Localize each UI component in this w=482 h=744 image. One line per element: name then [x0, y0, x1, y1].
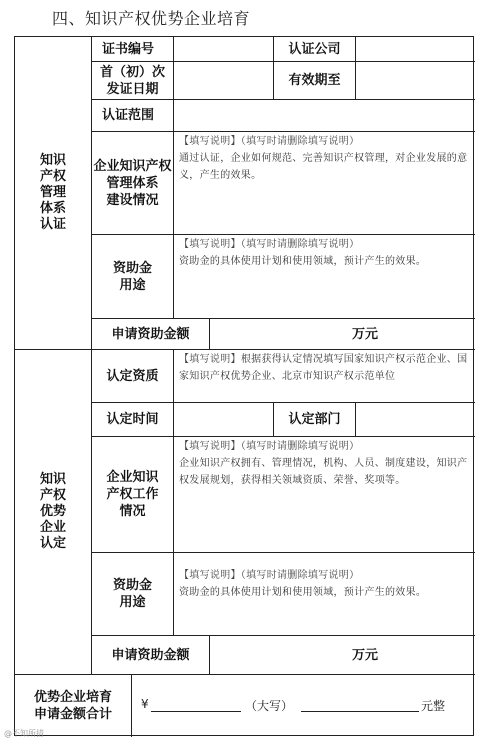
- qualification-note[interactable]: [179, 351, 471, 385]
- label-line: 资助金: [112, 260, 152, 276]
- note-header: 【填写说明】（填写时请删除填写说明）: [179, 239, 360, 250]
- label-line: 产权工作: [106, 487, 159, 502]
- label-line: 申请金额合计: [33, 707, 112, 722]
- label-line: 优势企业培育: [33, 690, 112, 705]
- cert-time-label: 认定时间: [106, 412, 159, 427]
- first-cert-date-field[interactable]: [174, 62, 273, 99]
- daxie-blank-line[interactable]: [301, 711, 419, 712]
- label-line: 用途: [119, 595, 146, 610]
- ip-work-note[interactable]: [179, 438, 471, 489]
- funds-usage-label: [92, 553, 173, 635]
- note-body: 资助金的具体使用计划和使用领域，预计产生的效果。: [179, 587, 427, 598]
- mgmt-system-note[interactable]: [179, 133, 471, 184]
- col-divider: [173, 349, 174, 635]
- amount-field[interactable]: [210, 319, 350, 349]
- mgmt-system-label: [92, 132, 173, 234]
- page-title: 四、知识产权优势企业培育: [52, 9, 251, 28]
- valid-until-field[interactable]: [356, 62, 475, 99]
- cert-no-field[interactable]: [174, 37, 273, 61]
- funds-usage-label: [92, 235, 173, 318]
- first-cert-date-label: [92, 62, 173, 99]
- funds-usage-note[interactable]: [179, 567, 471, 601]
- valid-until-label: 有效期至: [288, 73, 341, 88]
- label-line: 情况: [119, 504, 146, 519]
- amount-unit: 万元: [351, 326, 378, 342]
- label-line: 发证日期: [106, 81, 159, 97]
- cert-company-field[interactable]: [356, 37, 475, 61]
- amount-label: 申请资助金额: [111, 326, 190, 342]
- section-label-line: 产权: [39, 169, 66, 184]
- section-label-ip-advantage-enterprise: [15, 350, 91, 674]
- cert-no-label: 证书编号: [102, 41, 155, 57]
- section-label-line: 优势: [39, 504, 66, 519]
- scope-field[interactable]: [174, 100, 475, 131]
- currency-symbol: ¥: [141, 697, 149, 711]
- label-line: 建设情况: [106, 192, 159, 208]
- amount-blank-line[interactable]: [151, 711, 241, 712]
- cert-time-field[interactable]: [174, 403, 273, 436]
- note-header: 【填写说明】（填写时请删除填写说明）: [179, 441, 360, 452]
- note-body: 资助金的具体使用计划和使用领域，预计产生的效果。: [179, 256, 427, 267]
- label-line: 首（初）次: [99, 64, 165, 80]
- watermark: @不知所措: [4, 729, 44, 738]
- section-label-line: 认证: [39, 217, 66, 232]
- form-table: [14, 36, 474, 736]
- cert-company-label: 认证公司: [288, 41, 341, 57]
- daxie-label: （大写）: [245, 699, 294, 713]
- note-body: 通过认证，企业如何规范、完善知识产权管理，对企业发展的意义，产生的效果。: [179, 153, 468, 181]
- section-label-line: 知识: [39, 153, 66, 168]
- qualification-label: 认定资质: [106, 368, 159, 384]
- section-label-line: 企业: [39, 520, 66, 535]
- yuan-zheng-label: 元整: [421, 699, 446, 713]
- note-body: 根据获得认定情况填写国家知识产权示范企业、国家知识产权优势企业、北京市知识产权示范单位: [179, 354, 468, 382]
- note-header: 【填写说明】（填写时请删除填写说明）: [179, 570, 360, 581]
- note-header: 【填写说明】（填写时请删除填写说明）: [179, 136, 360, 147]
- col-divider: [131, 674, 132, 737]
- section-label-ip-management-certification: [15, 37, 91, 349]
- amount-unit: 万元: [351, 647, 378, 663]
- label-line: 企业知识产权: [93, 158, 172, 174]
- label-line: 管理体系: [106, 175, 159, 191]
- ip-work-label: [92, 437, 173, 552]
- note-body: 企业知识产权拥有、管理情况，机构、人员、制度建设，知识产权发展规划，获得相关领域资质、荣誉、奖项等。: [179, 458, 468, 486]
- section-label-line: 管理: [39, 185, 66, 200]
- amount-field[interactable]: [210, 636, 350, 674]
- cert-dept-field[interactable]: [356, 403, 475, 436]
- section-label-line: 知识: [39, 472, 66, 487]
- amount-label: 申请资助金额: [111, 647, 190, 663]
- label-line: 用途: [119, 277, 146, 293]
- funds-usage-note[interactable]: [179, 236, 471, 270]
- section-label-line: 认定: [39, 536, 66, 551]
- label-line: 资助金: [112, 578, 152, 593]
- cert-dept-label: 认定部门: [288, 412, 341, 427]
- label-line: 企业知识: [106, 470, 159, 485]
- scope-label: 认证范围: [102, 108, 155, 123]
- section-label-line: 体系: [39, 201, 66, 216]
- section-label-line: 产权: [39, 488, 66, 503]
- note-header: 【填写说明】: [179, 354, 241, 365]
